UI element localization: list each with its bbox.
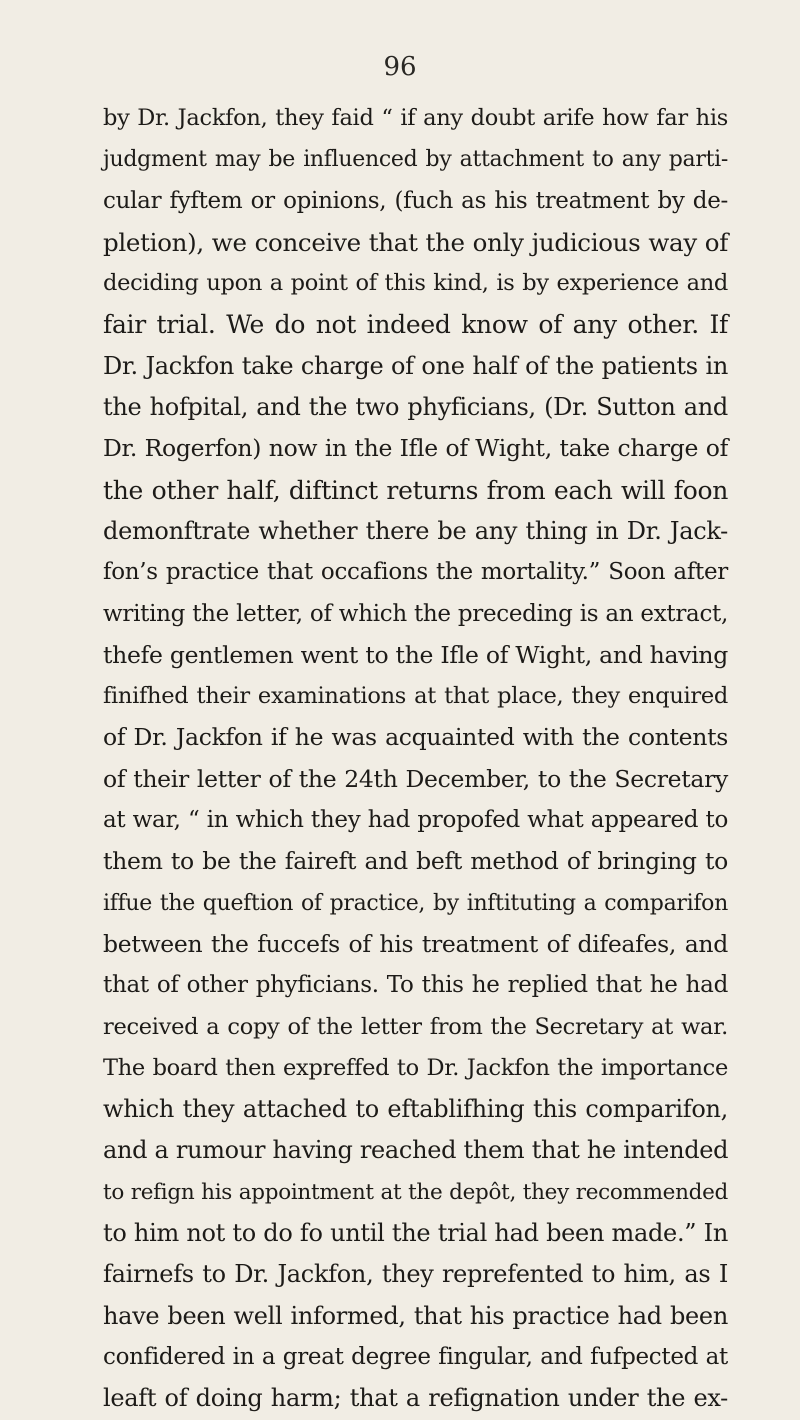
text-line: cular fyftem or opinions, (fuch as his treatment by de-	[103, 187, 728, 214]
text-line: confidered in a great degree fingular, and fufpected at	[103, 1343, 728, 1370]
text-line: demonftrate whether there be any thing in Dr. Jack-	[103, 516, 728, 545]
text-line: fairnefs to Dr. Jackfon, they reprefented to him, as I	[103, 1260, 728, 1289]
text-line: between the fuccefs of his treatment of difeafes, and	[103, 929, 728, 958]
body-text	[103, 98, 728, 1420]
text-line: The board then expreffed to Dr. Jackfon the importance	[103, 1054, 728, 1081]
text-line: have been well informed, that his practice had been	[103, 1301, 728, 1330]
text-line: by Dr. Jackfon, they faid “ if any doubt arife how far his	[103, 105, 728, 131]
text-line: received a copy of the letter from the Secretary at war.	[103, 1013, 728, 1040]
text-line: judgment may be influenced by attachment to any parti-	[103, 147, 728, 173]
text-line: them to be the faireft and beft method of bringing to	[103, 847, 728, 876]
text-line: iffue the queftion of practice, by inftituting a comparifon	[103, 890, 728, 916]
text-line: thefe gentlemen went to the Ifle of Wight, and having	[103, 640, 728, 669]
text-line: that of other phyficians. To this he replied that he had	[103, 972, 728, 999]
text-line: fon’s practice that occafions the mortality.” Soon after	[103, 559, 728, 586]
text-line: to refign his appointment at the depôt, they recommended	[103, 1179, 728, 1205]
text-line: and a rumour having reached them that he intended	[103, 1136, 729, 1165]
text-line: Dr. Jackfon take charge of one half of the patients in	[103, 351, 728, 380]
text-line: finifhed their examinations at that place, they enquired	[103, 683, 728, 710]
text-line: the hofpital, and the two phyficians, (Dr. Sutton and	[103, 393, 728, 422]
text-line: at war, “ in which they had propofed what appeared to	[103, 807, 728, 834]
text-line: to him not to do fo until the trial had been made.” In	[103, 1219, 728, 1248]
text-line: pletion), we conceive that the only judicious way of	[103, 227, 728, 257]
text-line: of their letter of the 24th December, to the Secretary	[103, 764, 728, 793]
text-line: deciding upon a point of this kind, is by experience and	[103, 270, 728, 297]
page-number: 96	[383, 52, 417, 82]
text-line: of Dr. Jackfon if he was acquainted with the contents	[103, 723, 728, 752]
text-line: Dr. Rogerfon) now in the Ifle of Wight, take charge of	[103, 434, 728, 463]
text-line: fair trial. We do not indeed know of any other. If	[103, 310, 728, 340]
text-line: the other half, diftinct returns from each will foon	[103, 475, 728, 505]
text-line: which they attached to eftablifhing this comparifon,	[103, 1095, 728, 1124]
text-line: leaft of doing harm; that a refignation under the ex-	[103, 1384, 728, 1413]
text-line: writing the letter, of which the preceding is an extract,	[103, 600, 728, 627]
